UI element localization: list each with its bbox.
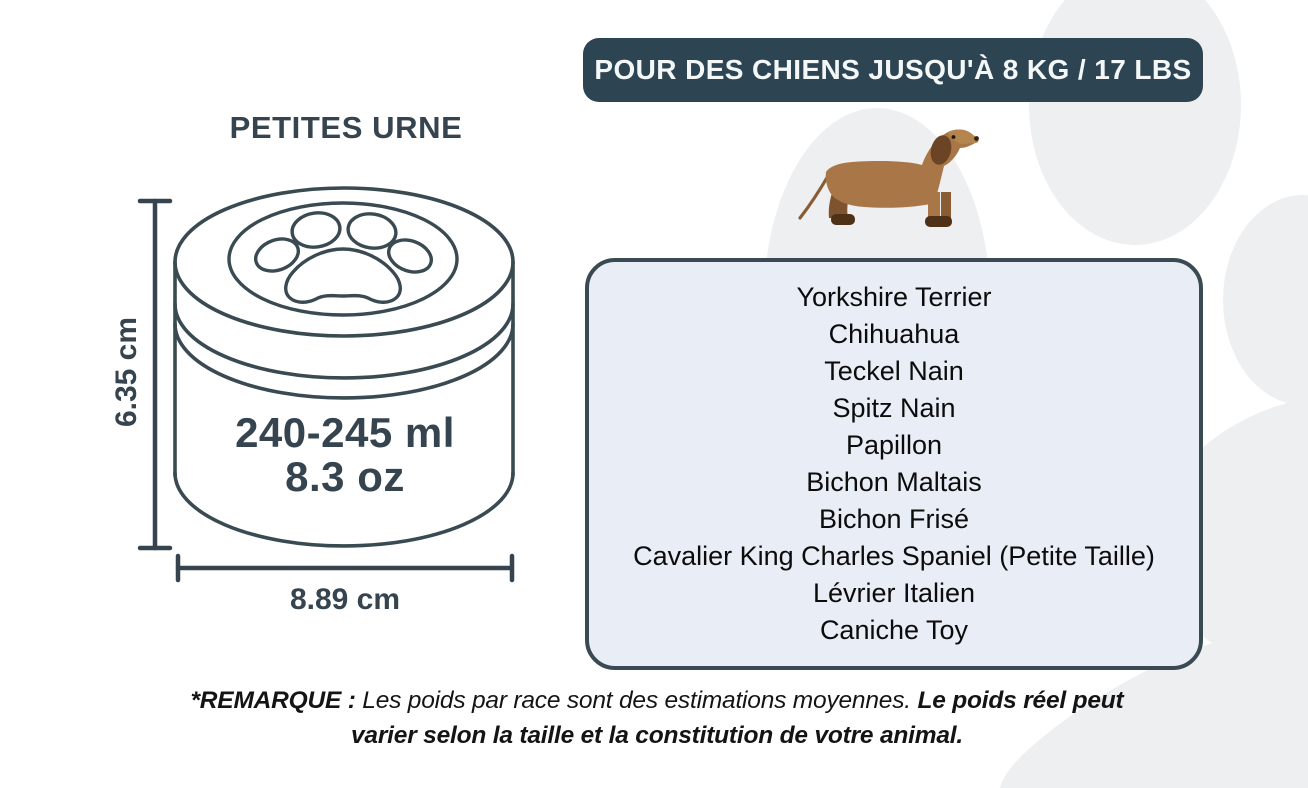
- urn-width-label: 8.89 cm: [289, 583, 401, 616]
- capacity-banner: [583, 38, 1203, 102]
- note-line: [132, 684, 1182, 719]
- breed-item: Cavalier King Charles Spaniel (Petite Taille): [633, 541, 1155, 571]
- breed-item: Papillon: [845, 430, 943, 460]
- breed-item: Caniche Toy: [819, 615, 969, 645]
- capacity-banner-label: POUR DES CHIENS JUSQU'À 8 KG / 17 LBS: [594, 54, 1192, 85]
- breed-item: Yorkshire Terrier: [796, 282, 992, 312]
- breeds-box: [585, 258, 1203, 670]
- breed-item: Teckel Nain: [824, 356, 964, 386]
- urn-height-label: 6.35 cm: [110, 316, 143, 428]
- note-segment-bold: varier selon la taille et la constitution de votre animal.: [351, 721, 963, 749]
- breed-item: Bichon Frisé: [818, 504, 970, 534]
- urn-title: PETITES URNE: [229, 110, 463, 145]
- breed-item: Lévrier Italien: [812, 578, 976, 608]
- note-line: [132, 719, 1182, 754]
- breed-item: Spitz Nain: [832, 393, 956, 423]
- note-segment-bold: Le poids réel peut: [917, 687, 1124, 714]
- urn-volume-oz: 8.3 oz: [285, 453, 405, 500]
- note-text: [132, 684, 1182, 754]
- note-segment-bold: *REMARQUE :: [190, 687, 363, 714]
- urn-volume-ml: 240-245 ml: [235, 409, 455, 456]
- paw-print-engraving: [229, 203, 457, 315]
- breed-item: Bichon Maltais: [806, 467, 982, 497]
- urn-volume-label: [185, 411, 505, 499]
- breed-item: Chihuahua: [828, 319, 960, 349]
- width-dimension-line: [178, 556, 512, 580]
- breeds-list: [633, 279, 1155, 649]
- note-segment: Les poids par race sont des estimations moyennes.: [362, 687, 918, 714]
